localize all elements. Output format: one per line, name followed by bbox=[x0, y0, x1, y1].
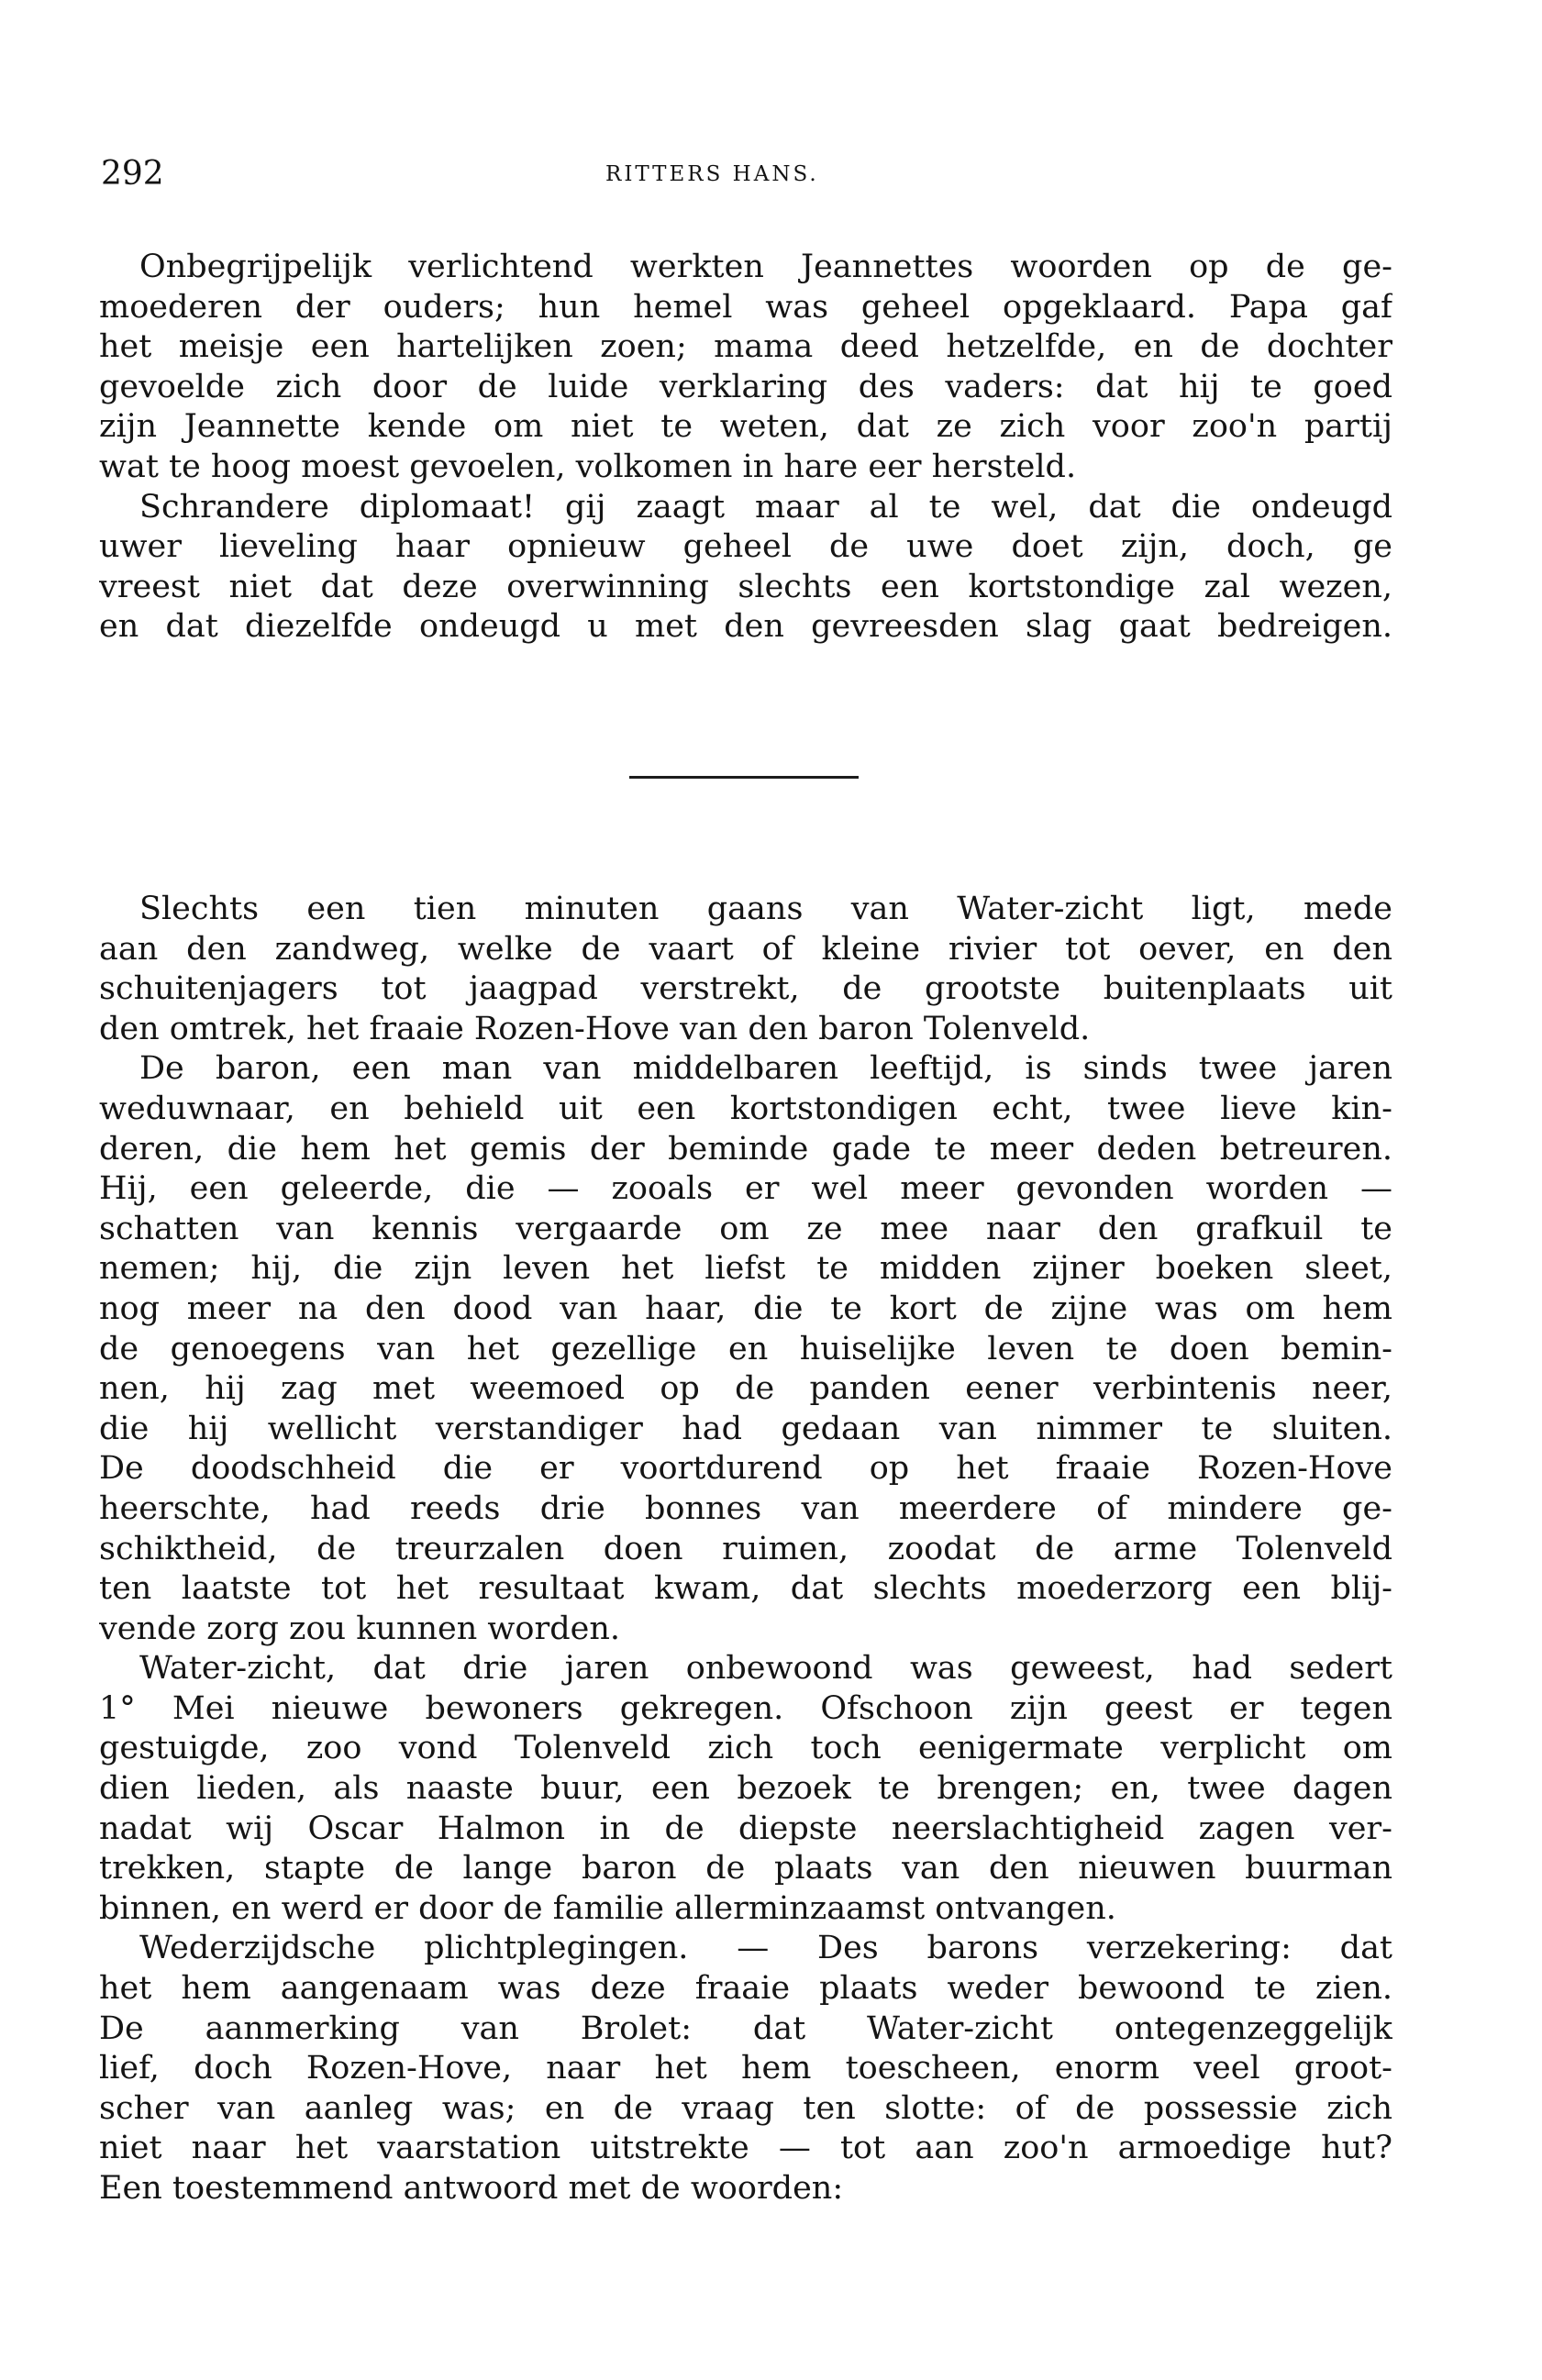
text-line: en dat diezelfde ondeugd u met den gevreesden slag gaat bedreigen. bbox=[99, 608, 1392, 646]
text-line: Een toestemmend antwoord met de woorden: bbox=[99, 2170, 844, 2207]
text-line: het hem aangenaam was deze fraaie plaats weder bewoond te zien. bbox=[99, 1970, 1392, 2008]
text-line: De aanmerking van Brolet: dat Water-zicht ontegenzeggelijk bbox=[99, 2009, 1392, 2047]
text-line: deren, die hem het gemis der beminde gade te meer deden betreuren. bbox=[99, 1130, 1392, 1168]
text-line: moederen der ouders; hun hemel was geheel opgeklaard. Papa gaf bbox=[99, 288, 1392, 326]
text-line: Slechts een tien minuten gaans van Water-zicht ligt, mede bbox=[139, 891, 1392, 927]
text-line: heerschte, had reeds drie bonnes van meerdere of mindere ge- bbox=[99, 1489, 1392, 1527]
text-line: nemen; hij, die zijn leven het liefst te midden zijner boeken sleet, bbox=[99, 1250, 1392, 1288]
text-line: gevoelde zich door de luide verklaring des vaders: dat hij te goed bbox=[99, 368, 1392, 405]
section-separator bbox=[629, 776, 859, 779]
text-line: niet naar het vaarstation uitstrekte — tot aan zoo'n armoedige hut? bbox=[99, 2130, 1392, 2167]
text-line: aan den zandweg, welke de vaart of kleine rivier tot oever, en den bbox=[99, 930, 1392, 968]
text-line: het meisje een hartelijken zoen; mama deed hetzelfde, en de dochter bbox=[99, 328, 1392, 366]
text-line: die hij wellicht verstandiger had gedaan van nimmer te sluiten. bbox=[99, 1410, 1392, 1447]
text-line: uwer lieveling haar opnieuw geheel de uwe doet zijn, doch, ge bbox=[99, 528, 1392, 566]
text-line: de genoegens van het gezellige en huiselijke leven te doen bemin- bbox=[99, 1330, 1392, 1367]
text-line: schiktheid, de treurzalen doen ruimen, zoodat de arme Tolenveld bbox=[99, 1530, 1392, 1567]
text-line: ten laatste tot het resultaat kwam, dat slechts moederzorg een blij- bbox=[99, 1570, 1392, 1608]
text-line: Schrandere diplomaat! gij zaagt maar al te wel, dat die ondeugd bbox=[139, 488, 1392, 526]
text-line: Wederzijdsche plichtplegingen. — Des barons verzekering: dat bbox=[139, 1930, 1392, 1967]
text-line: vreest niet dat deze overwinning slechts een kortstondige zal wezen, bbox=[99, 568, 1392, 605]
text-line: Hij, een geleerde, die — zooals er wel meer gevonden worden — bbox=[99, 1170, 1392, 1208]
text-line: wat te hoog moest gevoelen, volkomen in hare eer hersteld. bbox=[99, 448, 1077, 485]
text-line: nadat wij Oscar Halmon in de diepste neerslachtigheid zagen ver- bbox=[99, 1810, 1392, 1847]
text-line: scher van aanleg was; en de vraag ten slotte: of de possessie zich bbox=[99, 2089, 1392, 2127]
text-line: schatten van kennis vergaarde om ze mee naar den grafkuil te bbox=[99, 1210, 1392, 1247]
paragraph-2 bbox=[99, 890, 1392, 2209]
text-line: Water-zicht, dat drie jaren onbewoond was geweest, had sedert bbox=[139, 1650, 1392, 1688]
page-header bbox=[0, 147, 1542, 202]
text-line: dien lieden, als naaste buur, een bezoek te brengen; en, twee dagen bbox=[99, 1770, 1392, 1808]
text-line: lief, doch Rozen-Hove, naar het hem toescheen, enorm veel groot- bbox=[99, 2050, 1392, 2087]
text-line: 1° Mei nieuwe bewoners gekregen. Ofschoon zijn geest er tegen bbox=[99, 1689, 1392, 1727]
paragraph-1 bbox=[99, 248, 1392, 648]
text-line: De doodschheid die er voortdurend op het fraaie Rozen-Hove bbox=[99, 1450, 1392, 1488]
text-line: nen, hij zag met weemoed op de panden eener verbintenis neer, bbox=[99, 1370, 1392, 1408]
text-line: De baron, een man van middelbaren leeftijd, is sinds twee jaren bbox=[139, 1050, 1392, 1088]
text-line: den omtrek, het fraaie Rozen-Hove van den baron Tolenveld. bbox=[99, 1010, 1091, 1047]
text-line: trekken, stapte de lange baron de plaats van den nieuwen buurman bbox=[99, 1850, 1392, 1887]
running-title: RITTERS HANS. bbox=[605, 162, 819, 186]
text-line: Onbegrijpelijk verlichtend werkten Jeannettes woorden op de ge- bbox=[139, 249, 1392, 285]
text-line: schuitenjagers tot jaagpad verstrekt, de grootste buitenplaats uit bbox=[99, 970, 1392, 1008]
text-line: zijn Jeannette kende om niet te weten, dat ze zich voor zoo'n partij bbox=[99, 408, 1392, 446]
text-line: nog meer na den dood van haar, die te kort de zijne was om hem bbox=[99, 1290, 1392, 1327]
text-line: vende zorg zou kunnen worden. bbox=[99, 1610, 620, 1647]
text-line: weduwnaar, en behield uit een kortstondigen echt, twee lieve kin- bbox=[99, 1090, 1392, 1127]
text-line: gestuigde, zoo vond Tolenveld zich toch eenigermate verplicht om bbox=[99, 1730, 1392, 1767]
text-line: binnen, en werd er door de familie allerminzaamst ontvangen. bbox=[99, 1889, 1116, 1927]
page-number: 292 bbox=[101, 155, 164, 193]
